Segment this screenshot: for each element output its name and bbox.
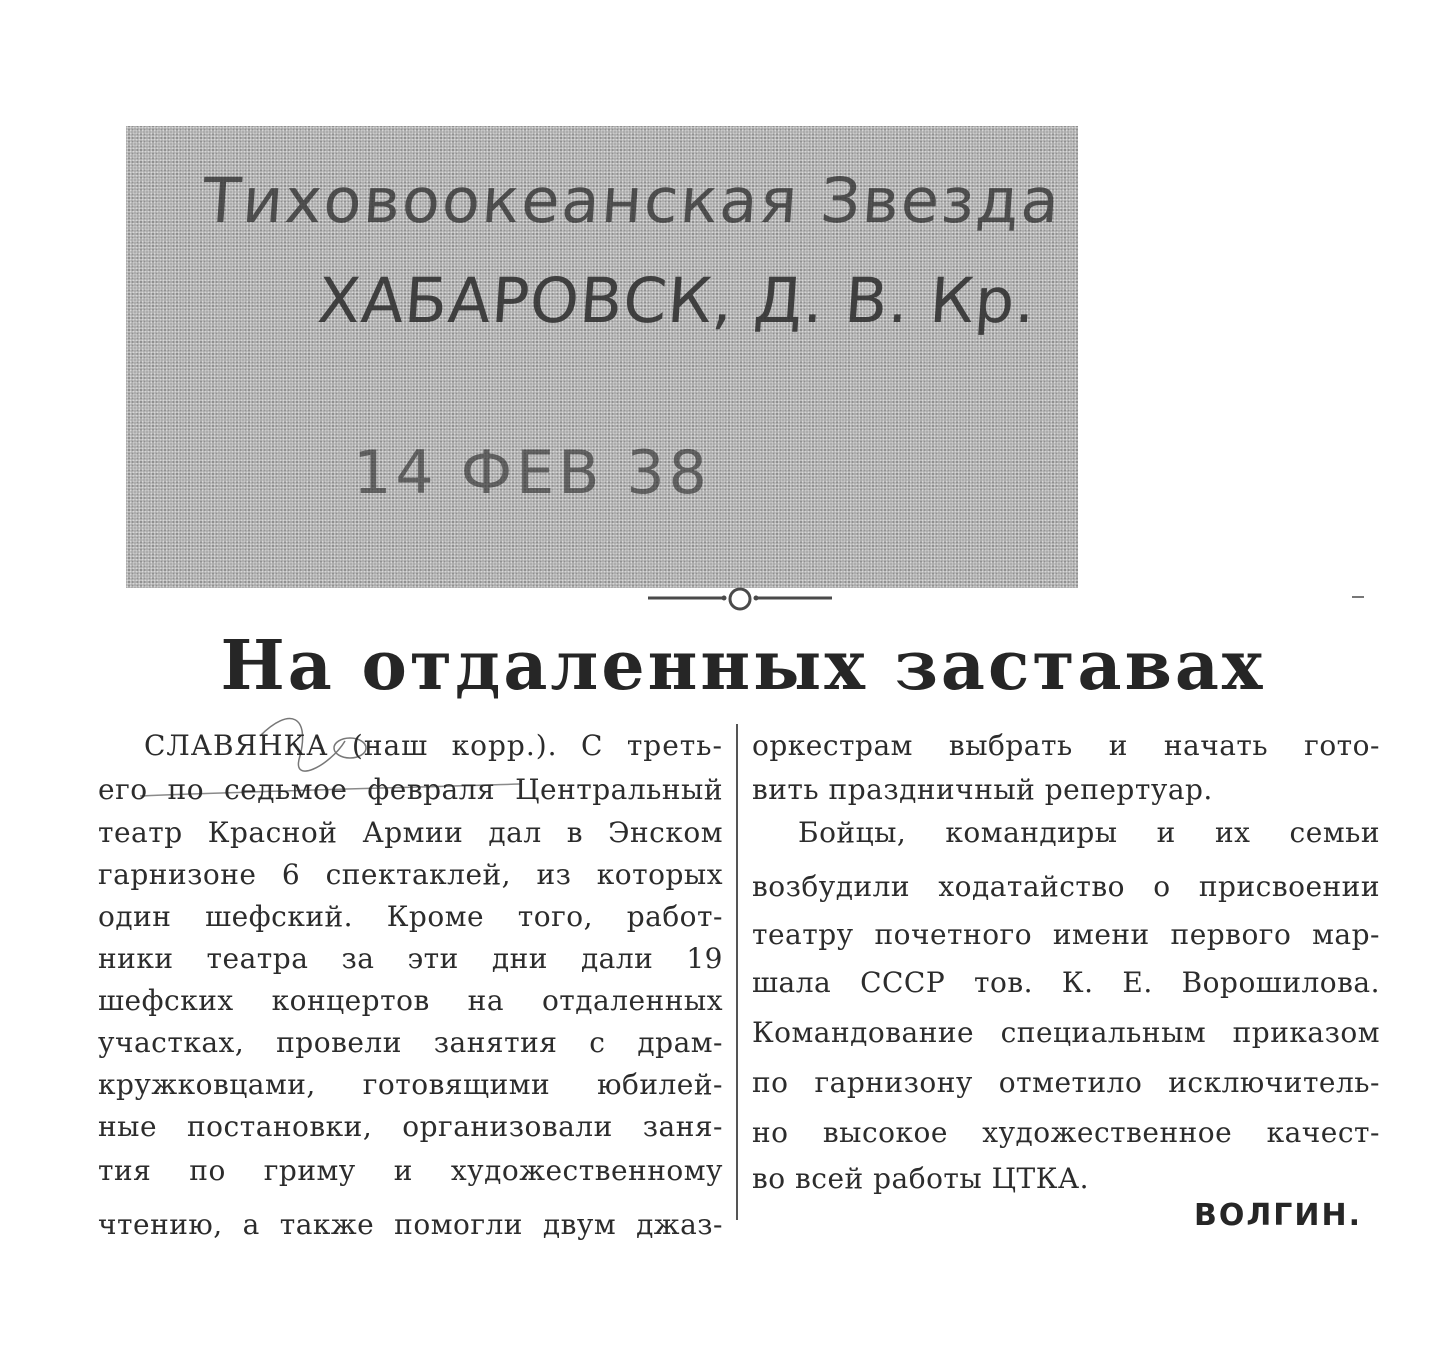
author-signature: ВОЛГИН. <box>1194 1198 1363 1233</box>
stamp-newspaper-name: Тиховоокеанская Звезда <box>200 164 1064 237</box>
stray-mark <box>1352 596 1364 598</box>
article-line: Командование специальным приказом <box>752 1018 1380 1048</box>
article-line: участках, провели занятия с драм- <box>98 1028 723 1058</box>
article-line: шала СССР тов. К. Е. Ворошилова. <box>752 968 1380 998</box>
archive-stamp <box>126 126 1078 588</box>
article-line: тия по гриму и художественному <box>98 1156 723 1186</box>
column-divider <box>736 724 738 1220</box>
article-line: возбудили ходатайство о присвоении <box>752 872 1380 902</box>
article-line: гарнизоне 6 спектаклей, из которых <box>98 860 723 890</box>
stamp-city: ХАБАРОВСК, Д. В. Кр. <box>315 264 1039 337</box>
article-line: по гарнизону отметило исключитель- <box>752 1068 1380 1098</box>
ornament-divider-icon <box>640 586 840 612</box>
article-line: СЛАВЯНКА (наш корр.). С треть- <box>144 731 723 761</box>
article-line: театр Красной Армии дал в Энском <box>98 818 723 848</box>
article-line: Бойцы, командиры и их семьи <box>798 818 1380 848</box>
handwritten-underline-icon <box>140 696 520 836</box>
article-line: чтению, а также помогли двум джаз- <box>98 1210 723 1240</box>
article-line: вить праздничный репертуар. <box>752 775 1213 805</box>
article-line: но высокое художественное качест- <box>752 1118 1380 1148</box>
article-line: один шефский. Кроме того, работ- <box>98 902 723 932</box>
article-line: оркестрам выбрать и начать гото- <box>752 731 1380 761</box>
article-line: ники театра за эти дни дали 19 <box>98 944 723 974</box>
article-line: его по седьмое февраля Центральный <box>98 775 723 805</box>
article-line: во всей работы ЦТКА. <box>752 1164 1089 1194</box>
article-headline: На отдаленных заставах <box>220 626 1266 706</box>
article-line: ные постановки, организовали заня- <box>98 1112 723 1142</box>
article-line: кружковцами, готовящими юбилей- <box>98 1070 723 1100</box>
article-line: театру почетного имени первого мар- <box>752 920 1380 950</box>
article-line: шефских концертов на отдаленных <box>98 986 723 1016</box>
stamp-date: 14 ФЕВ 38 <box>353 438 711 508</box>
